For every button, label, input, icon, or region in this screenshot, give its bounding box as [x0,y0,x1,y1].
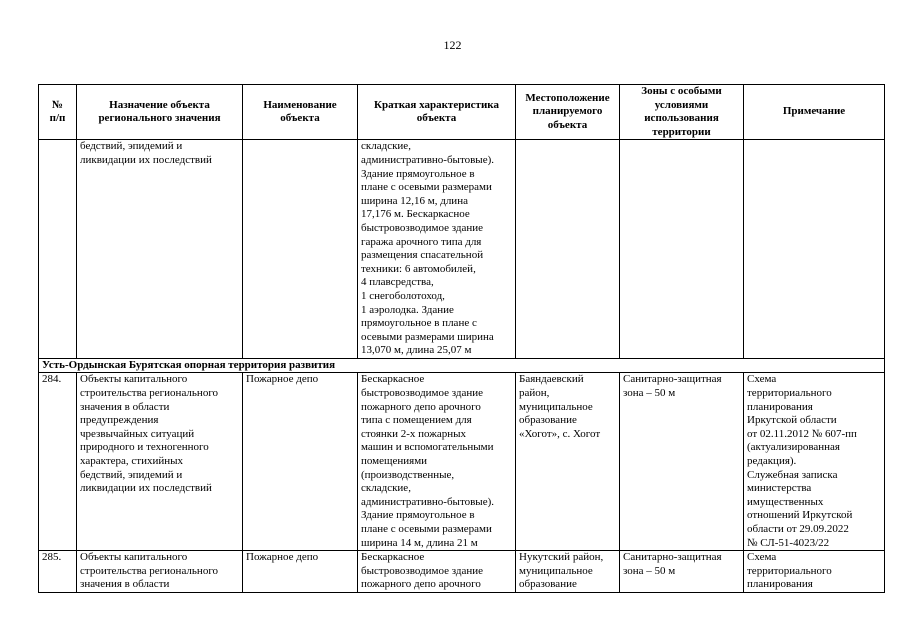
cell-zones: Санитарно-защитная зона – 50 м [620,373,744,551]
cell-object-name: Пожарное депо [243,551,358,593]
header-note: Примечание [744,85,885,140]
header-purpose: Назначение объекта регионального значения [77,85,243,140]
cell-purpose: Объекты капитального строительства регионального значения в области предупреждения чрезвычайных ситуаций природного и техногенного характера, стихийных бедствий, эпидемий и ликвидации их последствий [77,373,243,551]
cell-note: Схема территориального планирования Иркутской области от 02.11.2012 № 607-пп (актуализированная редакция). Служебная записка министерства имущественных отношений Иркутской области от 29.09.2022 № СЛ-51-4023/22 [744,373,885,551]
planning-table [38,84,885,593]
section-title: Усть-Ордынская Бурятская опорная территория развития [39,358,885,373]
cell-characteristic: складские, административно-бытовые). Здание прямоугольное в плане с осевыми размерами ширина 12,16 м, длина 17,176 м. Бескаркасное быстровозводимое здание гаража арочного типа для размещения спасательной техники: 6 автомобилей, 4 плавсредства, 1 снегоболотоход, 1 аэролодка. Здание прямоугольное в плане с осевыми размерами ширина 13,070 м, длина 25,07 м [358,140,516,359]
cell-characteristic: Бескаркасное быстровозводимое здание пожарного депо арочного типа с помещением для стоянки 2-х пожарных машин и вспомогательными помещениями (производственные, складские, административно-бытовые). Здание прямоугольное в плане с осевыми размерами ширина 14 м, длина 21 м [358,373,516,551]
cell-characteristic: Бескаркасное быстровозводимое здание пожарного депо арочного [358,551,516,593]
cell-zones [620,140,744,359]
cell-note: Схема территориального планирования [744,551,885,593]
table-row [39,373,885,551]
cell-number [39,140,77,359]
cell-purpose: Объекты капитального строительства регионального значения в области [77,551,243,593]
cell-zones: Санитарно-защитная зона – 50 м [620,551,744,593]
cell-location: Баяндаевский район, муниципальное образование «Хогот», с. Хогот [516,373,620,551]
header-characteristic: Краткая характеристика объекта [358,85,516,140]
header-object-name: Наименование объекта [243,85,358,140]
cell-note [744,140,885,359]
header-location: Местоположение планируемого объекта [516,85,620,140]
cell-number: 285. [39,551,77,593]
cell-object-name: Пожарное депо [243,373,358,551]
cell-object-name [243,140,358,359]
table-header-row [39,85,885,140]
cell-location: Нукутский район, муниципальное образование [516,551,620,593]
table-row-continuation [39,140,885,359]
cell-purpose: бедствий, эпидемий и ликвидации их последствий [77,140,243,359]
header-number: № п/п [39,85,77,140]
section-row [39,358,885,373]
cell-location [516,140,620,359]
cell-number: 284. [39,373,77,551]
header-zones: Зоны с особыми условиями использования территории [620,85,744,140]
table-row [39,551,885,593]
page-number: 122 [443,38,462,52]
